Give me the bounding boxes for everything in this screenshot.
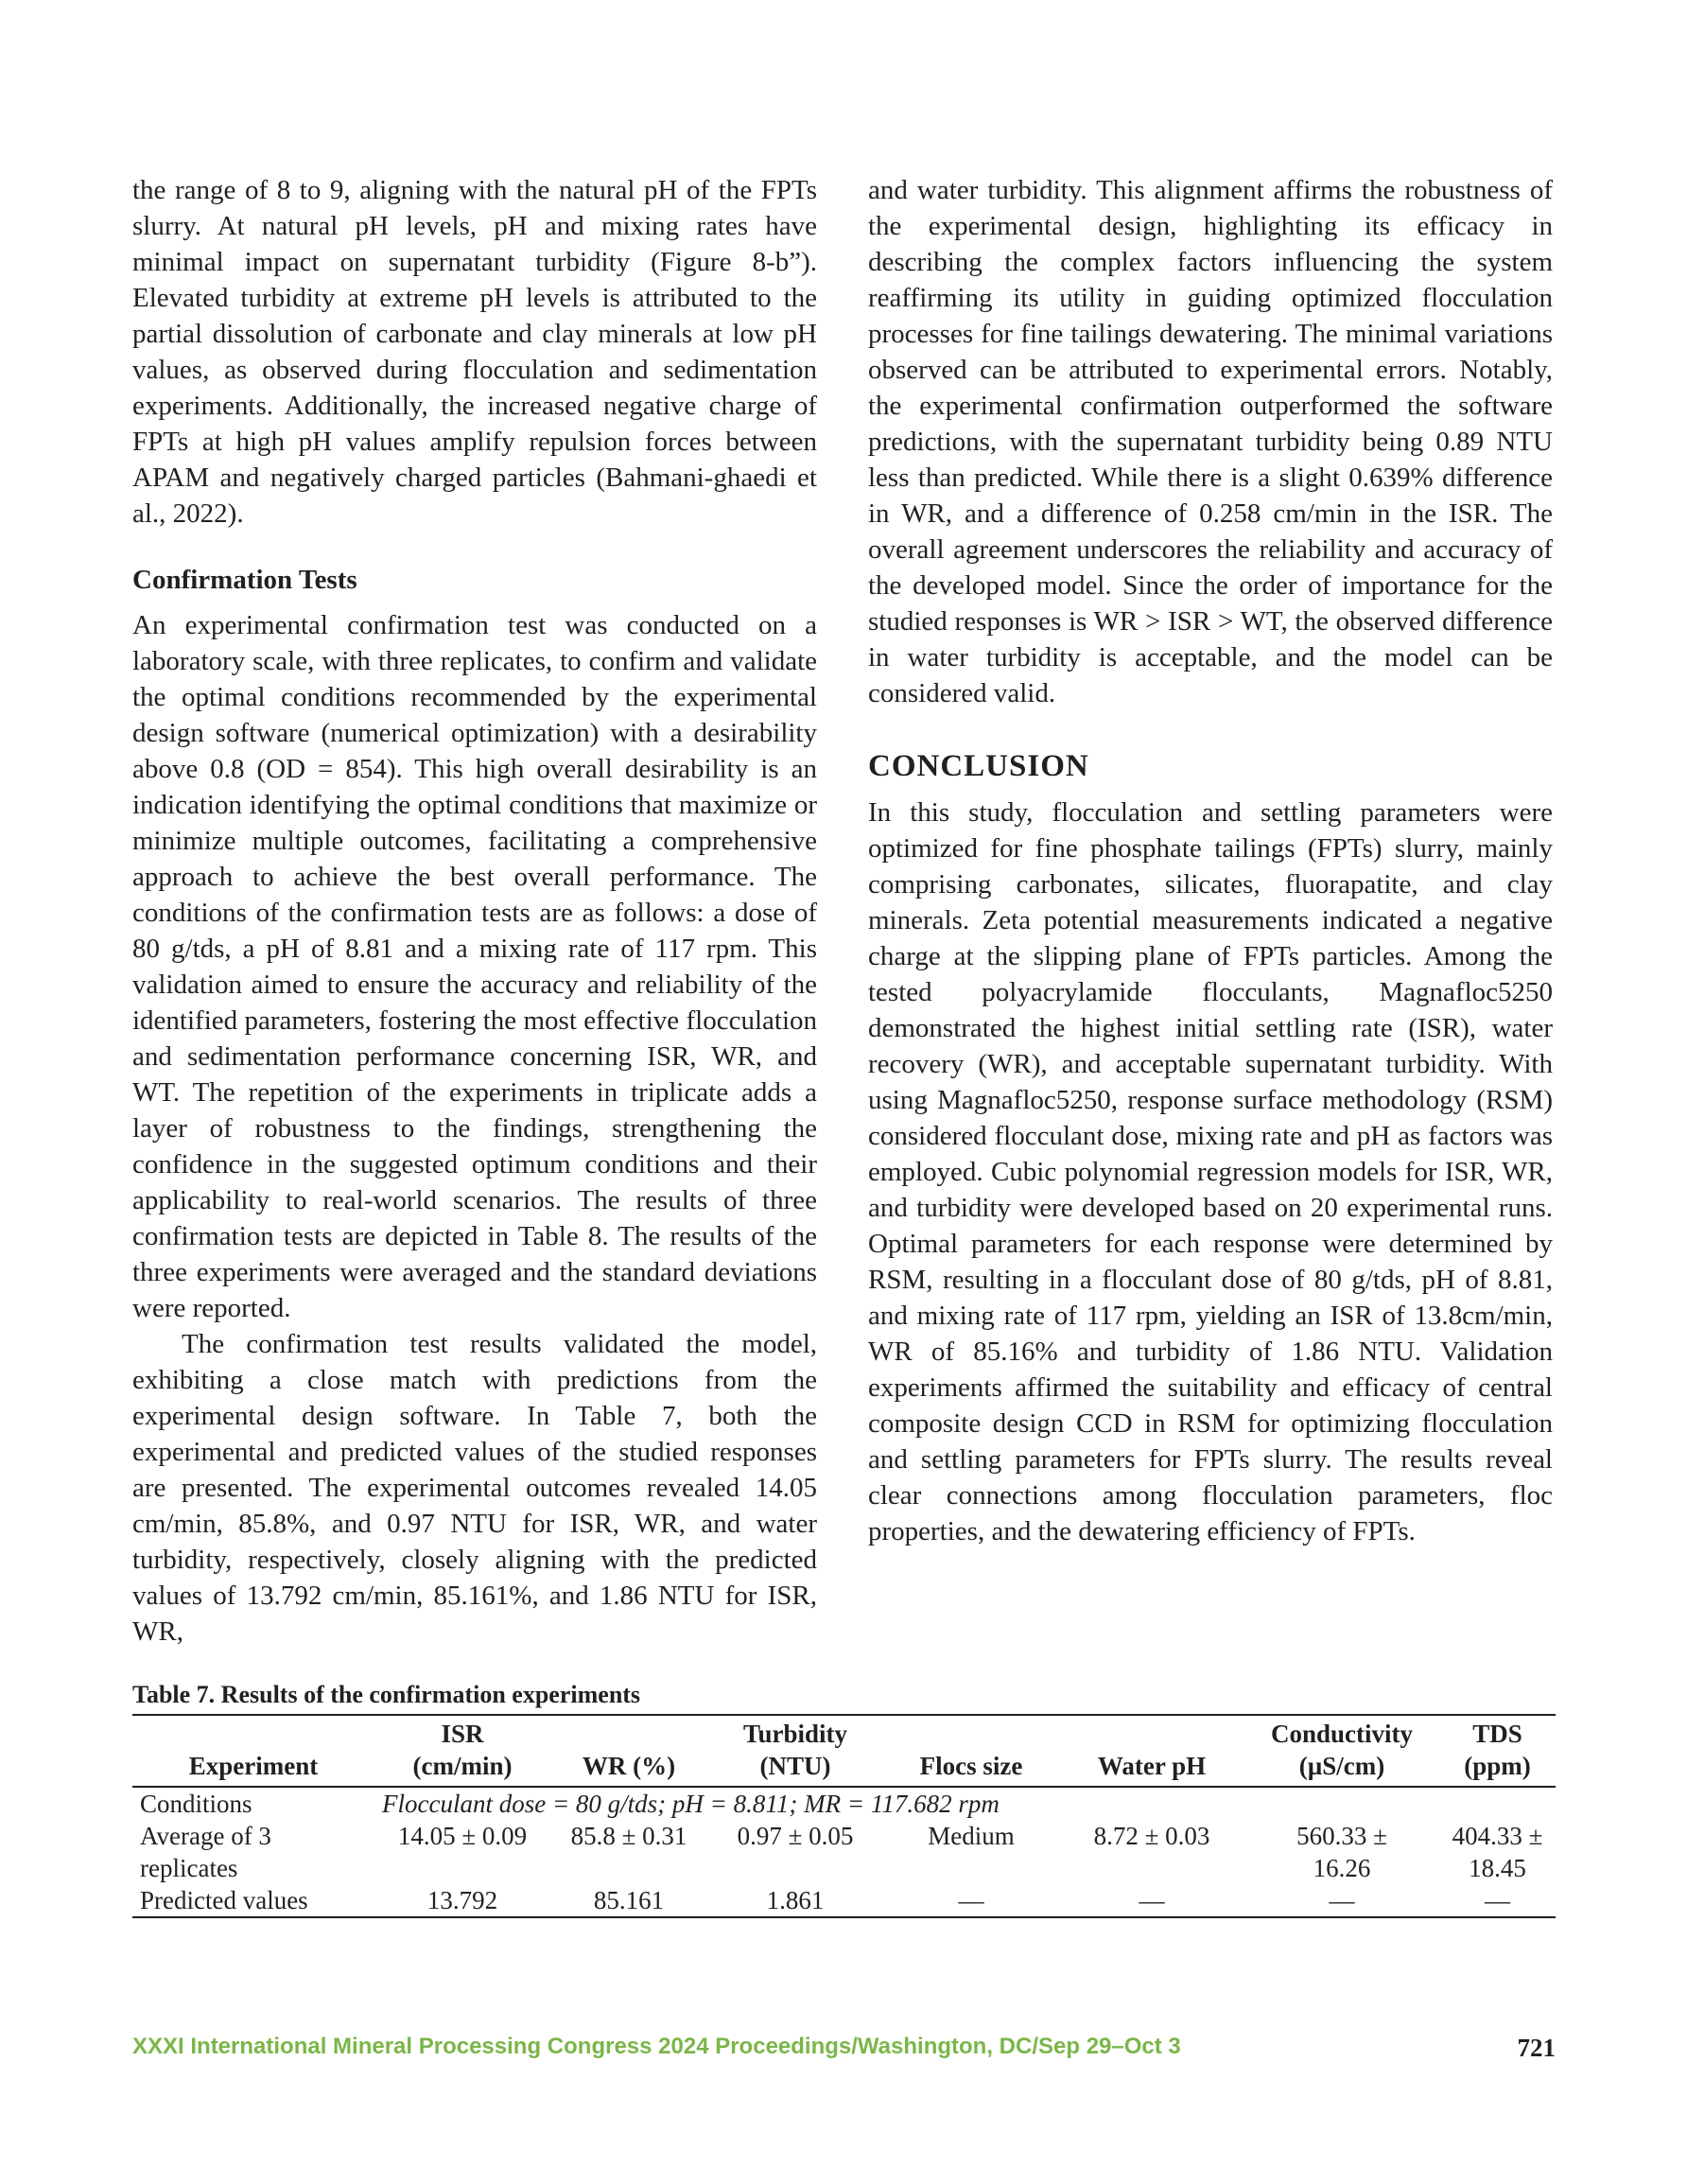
cell-predicted-ph: — <box>1139 1886 1165 1914</box>
header-flocs-size: Flocs size <box>919 1752 1023 1780</box>
section-heading-conclusion: CONCLUSION <box>868 749 1089 783</box>
results-table <box>132 1714 1556 1918</box>
body-paragraph: In this study, flocculation and settling parameters were optimized for fine phosphate tailings (FPTs) slurry, mainly comprising carbonates, silicates, fluorapatite, and clay minerals. Zeta potential measurements indicated a negative charge at the slipping plane of FPTs particles. Among the tested polyacrylamide flocculants, Magnafloc5250 demonstrated the highest initial settling rate (ISR), water recovery (WR), and acceptable supernatant turbidity. With using Magnafloc5250, response surface methodology (RSM) considered flocculant dose, mixing rate and pH as factors was employed. Cubic polynomial regression models for ISR, WR, and turbidity were developed based on 20 experimental runs. Optimal parameters for each response were determined by RSM, resulting in a flocculant dose of 80 g/tds, pH of 8.81, and mixing rate of 117 rpm, yielding an ISR of 13.8cm/min, WR of 85.16% and turbidity of 1.86 NTU. Validation experiments affirmed the suitability and efficacy of central composite design CCD in RSM for optimizing flocculation and settling parameters for FPTs slurry. The results reveal clear connections among flocculation parameters, floc properties, and the dewatering efficiency of FPTs. <box>868 797 1553 1546</box>
page-number: 721 <box>1517 2034 1556 2062</box>
cell-predicted-label: Predicted values <box>140 1886 308 1914</box>
cell-average-label: Average of 3 replicates <box>140 1822 271 1882</box>
body-paragraph: An experimental confirmation test was conducted on a laboratory scale, with three replicates, to confirm and validate the optimal conditions recommended by the experimental design software (numerical optimization) with a desirability above 0.8 (OD = 854). This high overall desirability is an indication identifying the optimal conditions that maximize or minimize multiple outcomes, facilitating a comprehensive approach to achieve the best overall performance. The conditions of the confirmation tests are as follows: a dose of 80 g/tds, a pH of 8.81 and a mixing rate of 117 rpm. This validation aimed to ensure the accuracy and reliability of the identified parameters, fostering the most effective flocculation and sedimentation performance concerning ISR, WR, and WT. The repetition of the experiments in triplicate adds a layer of robustness to the findings, strengthening the confidence in the suggested optimum conditions and their applicability to real-world scenarios. The results of three confirmation tests are depicted in Table 8. The results of the three experiments were averaged and the standard deviations were reported. <box>132 610 817 1323</box>
section-heading-confirmation-tests: Confirmation Tests <box>132 565 357 595</box>
cell-predicted-flocs: — <box>958 1886 984 1914</box>
cell-conditions-label: Conditions <box>140 1790 252 1818</box>
table-row-predicted <box>132 1884 1556 1917</box>
body-paragraph: and water turbidity. This alignment affirms the robustness of the experimental design, highlighting its efficacy in describing the complex factors influencing the system reaffirming its utility in guiding optimized flocculation processes for fine tailings dewatering. The minimal variations observed can be attributed to experimental errors. Notably, the experimental confirmation outperformed the software predictions, with the supernatant turbidity being 0.89 NTU less than predicted. While there is a slight 0.639% difference in WR, and a difference of 0.258 cm/min in the ISR. The overall agreement underscores the reliability and accuracy of the developed model. Since the order of importance for the studied responses is WR > ISR > WT, the observed difference in water turbidity is acceptable, and the model can be considered valid. <box>868 175 1553 708</box>
header-experiment: Experiment <box>188 1752 319 1780</box>
cell-conditions-text: Flocculant dose = 80 g/tds; pH = 8.811; MR = 117.682 rpm <box>382 1790 1000 1818</box>
cell-average-tds: 404.33 ± 18.45 <box>1452 1822 1543 1882</box>
cell-average-turbidity: 0.97 ± 0.05 <box>737 1822 854 1850</box>
header-conductivity: Conductivity (µS/cm) <box>1270 1720 1414 1780</box>
left-column <box>132 172 817 1650</box>
cell-predicted-isr: 13.792 <box>426 1886 498 1914</box>
cell-predicted-tds: — <box>1485 1886 1510 1914</box>
page-footer <box>132 2034 1556 2071</box>
footer-proceedings-title: XXXI International Mineral Processing Congress 2024 Proceedings/Washington, DC/Sep 29–Oct 3 <box>132 2034 1181 2059</box>
results-table-block <box>132 1680 1556 1918</box>
body-paragraph: The confirmation test results validated the model, exhibiting a close match with predictions from the experimental design software. In Table 7, both the experimental and predicted values of the studied responses are presented. The experimental outcomes revealed 14.05 cm/min, 85.8%, and 0.97 NTU for ISR, WR, and water turbidity, respectively, closely aligning with the predicted values of 13.792 cm/min, 85.161%, and 1.86 NTU for ISR, WR, <box>132 1329 817 1647</box>
cell-average-ph: 8.72 ± 0.03 <box>1093 1822 1210 1850</box>
header-isr: ISR (cm/min) <box>412 1720 513 1780</box>
header-wr: WR (%) <box>582 1752 676 1780</box>
table-row-average <box>132 1820 1556 1884</box>
cell-average-wr: 85.8 ± 0.31 <box>570 1822 687 1850</box>
header-tds: TDS (ppm) <box>1464 1720 1531 1780</box>
cell-predicted-wr: 85.161 <box>593 1886 665 1914</box>
cell-average-flocs: Medium <box>928 1822 1015 1850</box>
header-water-ph: Water pH <box>1097 1752 1207 1780</box>
table-caption: Table 7. Results of the confirmation experiments <box>132 1681 641 1708</box>
right-column <box>868 172 1553 1549</box>
table-header-row <box>132 1715 1556 1787</box>
cell-predicted-turbidity: 1.861 <box>766 1886 825 1914</box>
cell-predicted-conductivity: — <box>1329 1886 1355 1914</box>
cell-average-isr: 14.05 ± 0.09 <box>397 1822 528 1850</box>
body-paragraph: the range of 8 to 9, aligning with the natural pH of the FPTs slurry. At natural pH levels, pH and mixing rates have minimal impact on supernatant turbidity (Figure 8-b”). Elevated turbidity at extreme pH levels is attributed to the partial dissolution of carbonate and clay minerals at low pH values, as observed during flocculation and sedimentation experiments. Additionally, the increased negative charge of FPTs at high pH values amplify repulsion forces between APAM and negatively charged particles (Bahmani-ghaedi et al., 2022). <box>132 175 817 529</box>
table-row-conditions <box>132 1787 1556 1820</box>
header-turbidity: Turbidity (NTU) <box>742 1720 848 1780</box>
cell-average-conductivity: 560.33 ± 16.26 <box>1296 1822 1387 1882</box>
